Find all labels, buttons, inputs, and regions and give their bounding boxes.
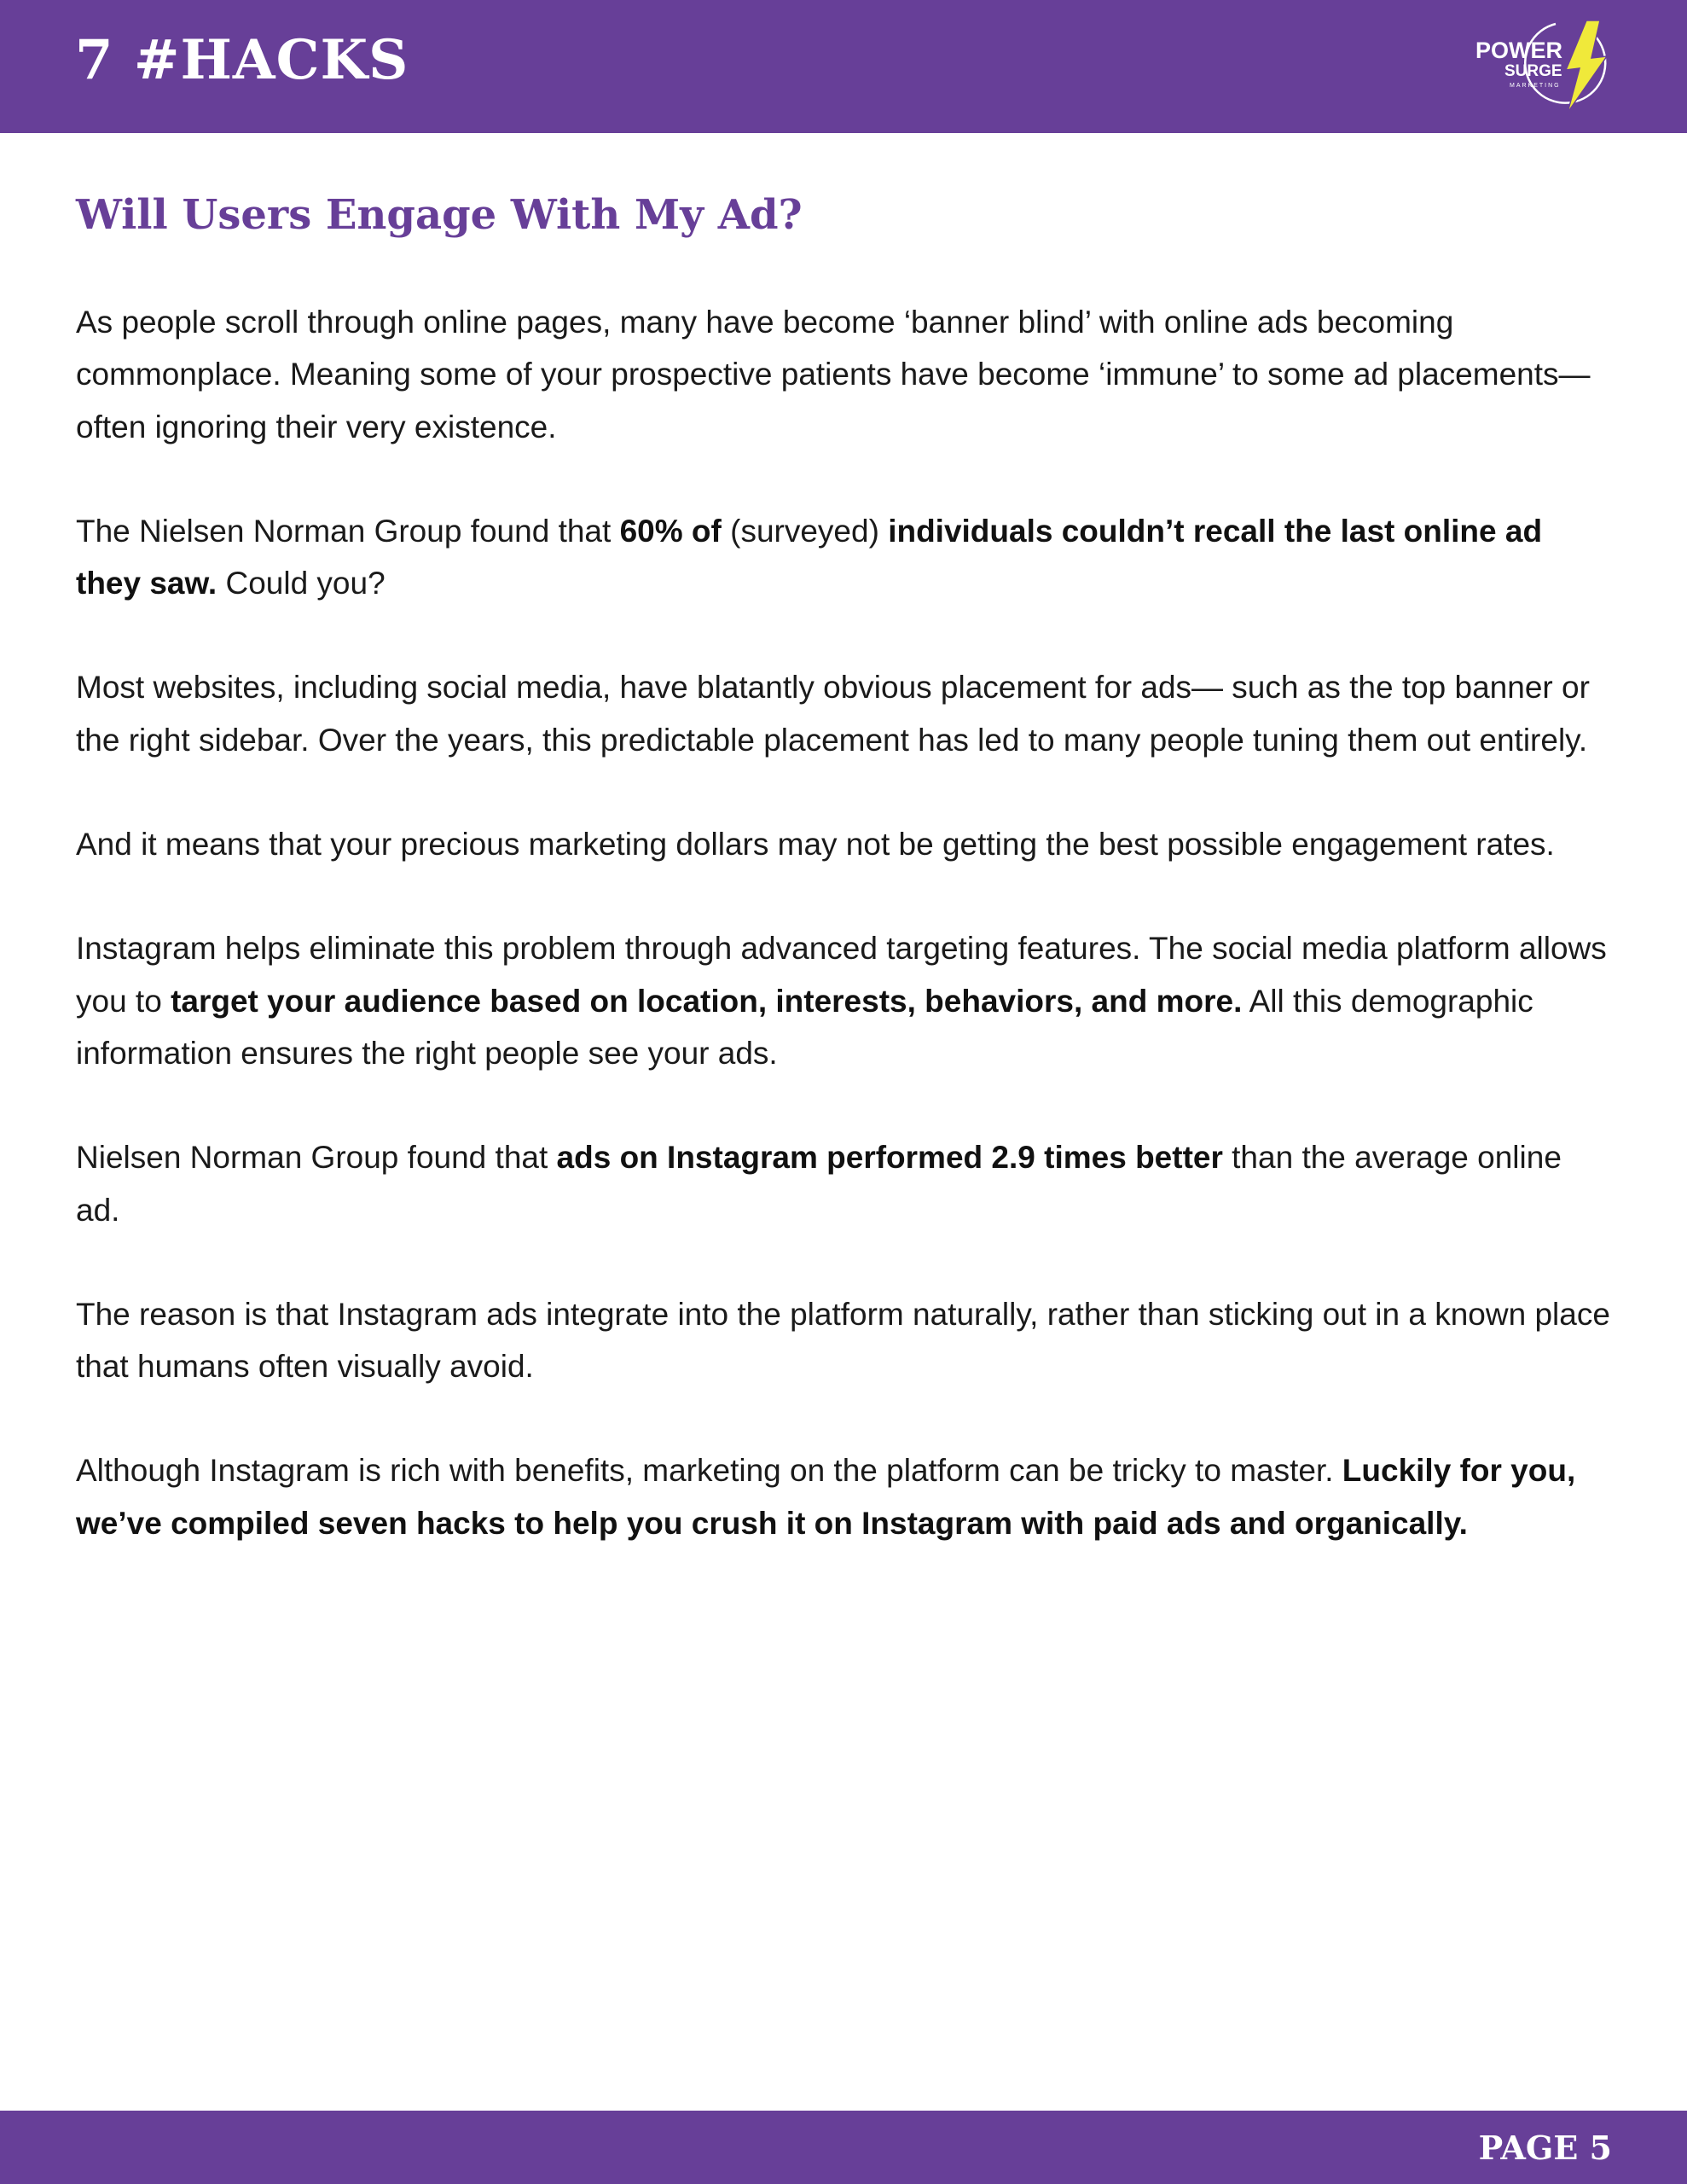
paragraph-marketing-dollars: And it means that your precious marketing dollars may not be getting the best possible engagement rates. [76,827,1555,863]
power-surge-logo [1467,17,1612,118]
paragraph-nielsen-recall: The Nielsen Norman Group found that 60% of (surveyed) individuals couldn’t recall the last online ad they saw. Could you? [76,513,1543,601]
paragraph-instagram-targeting: Instagram helps eliminate this problem through advanced targeting features. The social media platform allows you to target your audience based on location, interests, behaviors, and more. All this demographic information ensures the right people see your ads. [76,931,1607,1071]
lightning-bolt-icon [1566,20,1607,113]
logo-word-marketing: MARKETING [1510,83,1561,89]
article-body [76,296,1611,1601]
logo-word-surge: SURGE [1504,62,1562,80]
paragraph-banner-blindness: As people scroll through online pages, many have become ‘banner blind’ with online ads becoming commonplace. Meaning some of your prospective patients have become ‘immune’ to some ad placements— often ignoring their very existence. [76,305,1591,444]
document-title: 7 #HACKS [75,28,409,92]
paragraph-native-integration: The reason is that Instagram ads integrate into the platform naturally, rather than sticking out in a known place that humans often visually avoid. [76,1296,1610,1385]
page-header [0,0,1687,133]
paragraph-ad-placement: Most websites, including social media, have blatantly obvious placement for ads— such as the top banner or the right sidebar. Over the years, this predictable placement has led to many people tuning them out entirely. [76,670,1590,758]
section-heading: Will Users Engage With My Ad? [76,191,803,239]
page-number: PAGE 5 [1478,2129,1612,2167]
page-footer [0,2111,1687,2184]
logo-word-power: POWER [1475,38,1563,63]
paragraph-instagram-performance: Nielsen Norman Group found that ads on Instagram performed 2.9 times better than the average online ad. [76,1140,1562,1228]
paragraph-seven-hacks: Although Instagram is rich with benefits, marketing on the platform can be tricky to master. Luckily for you, we’ve compiled seven hacks to help you crush it on Instagram with paid ads and organically. [76,1453,1576,1541]
